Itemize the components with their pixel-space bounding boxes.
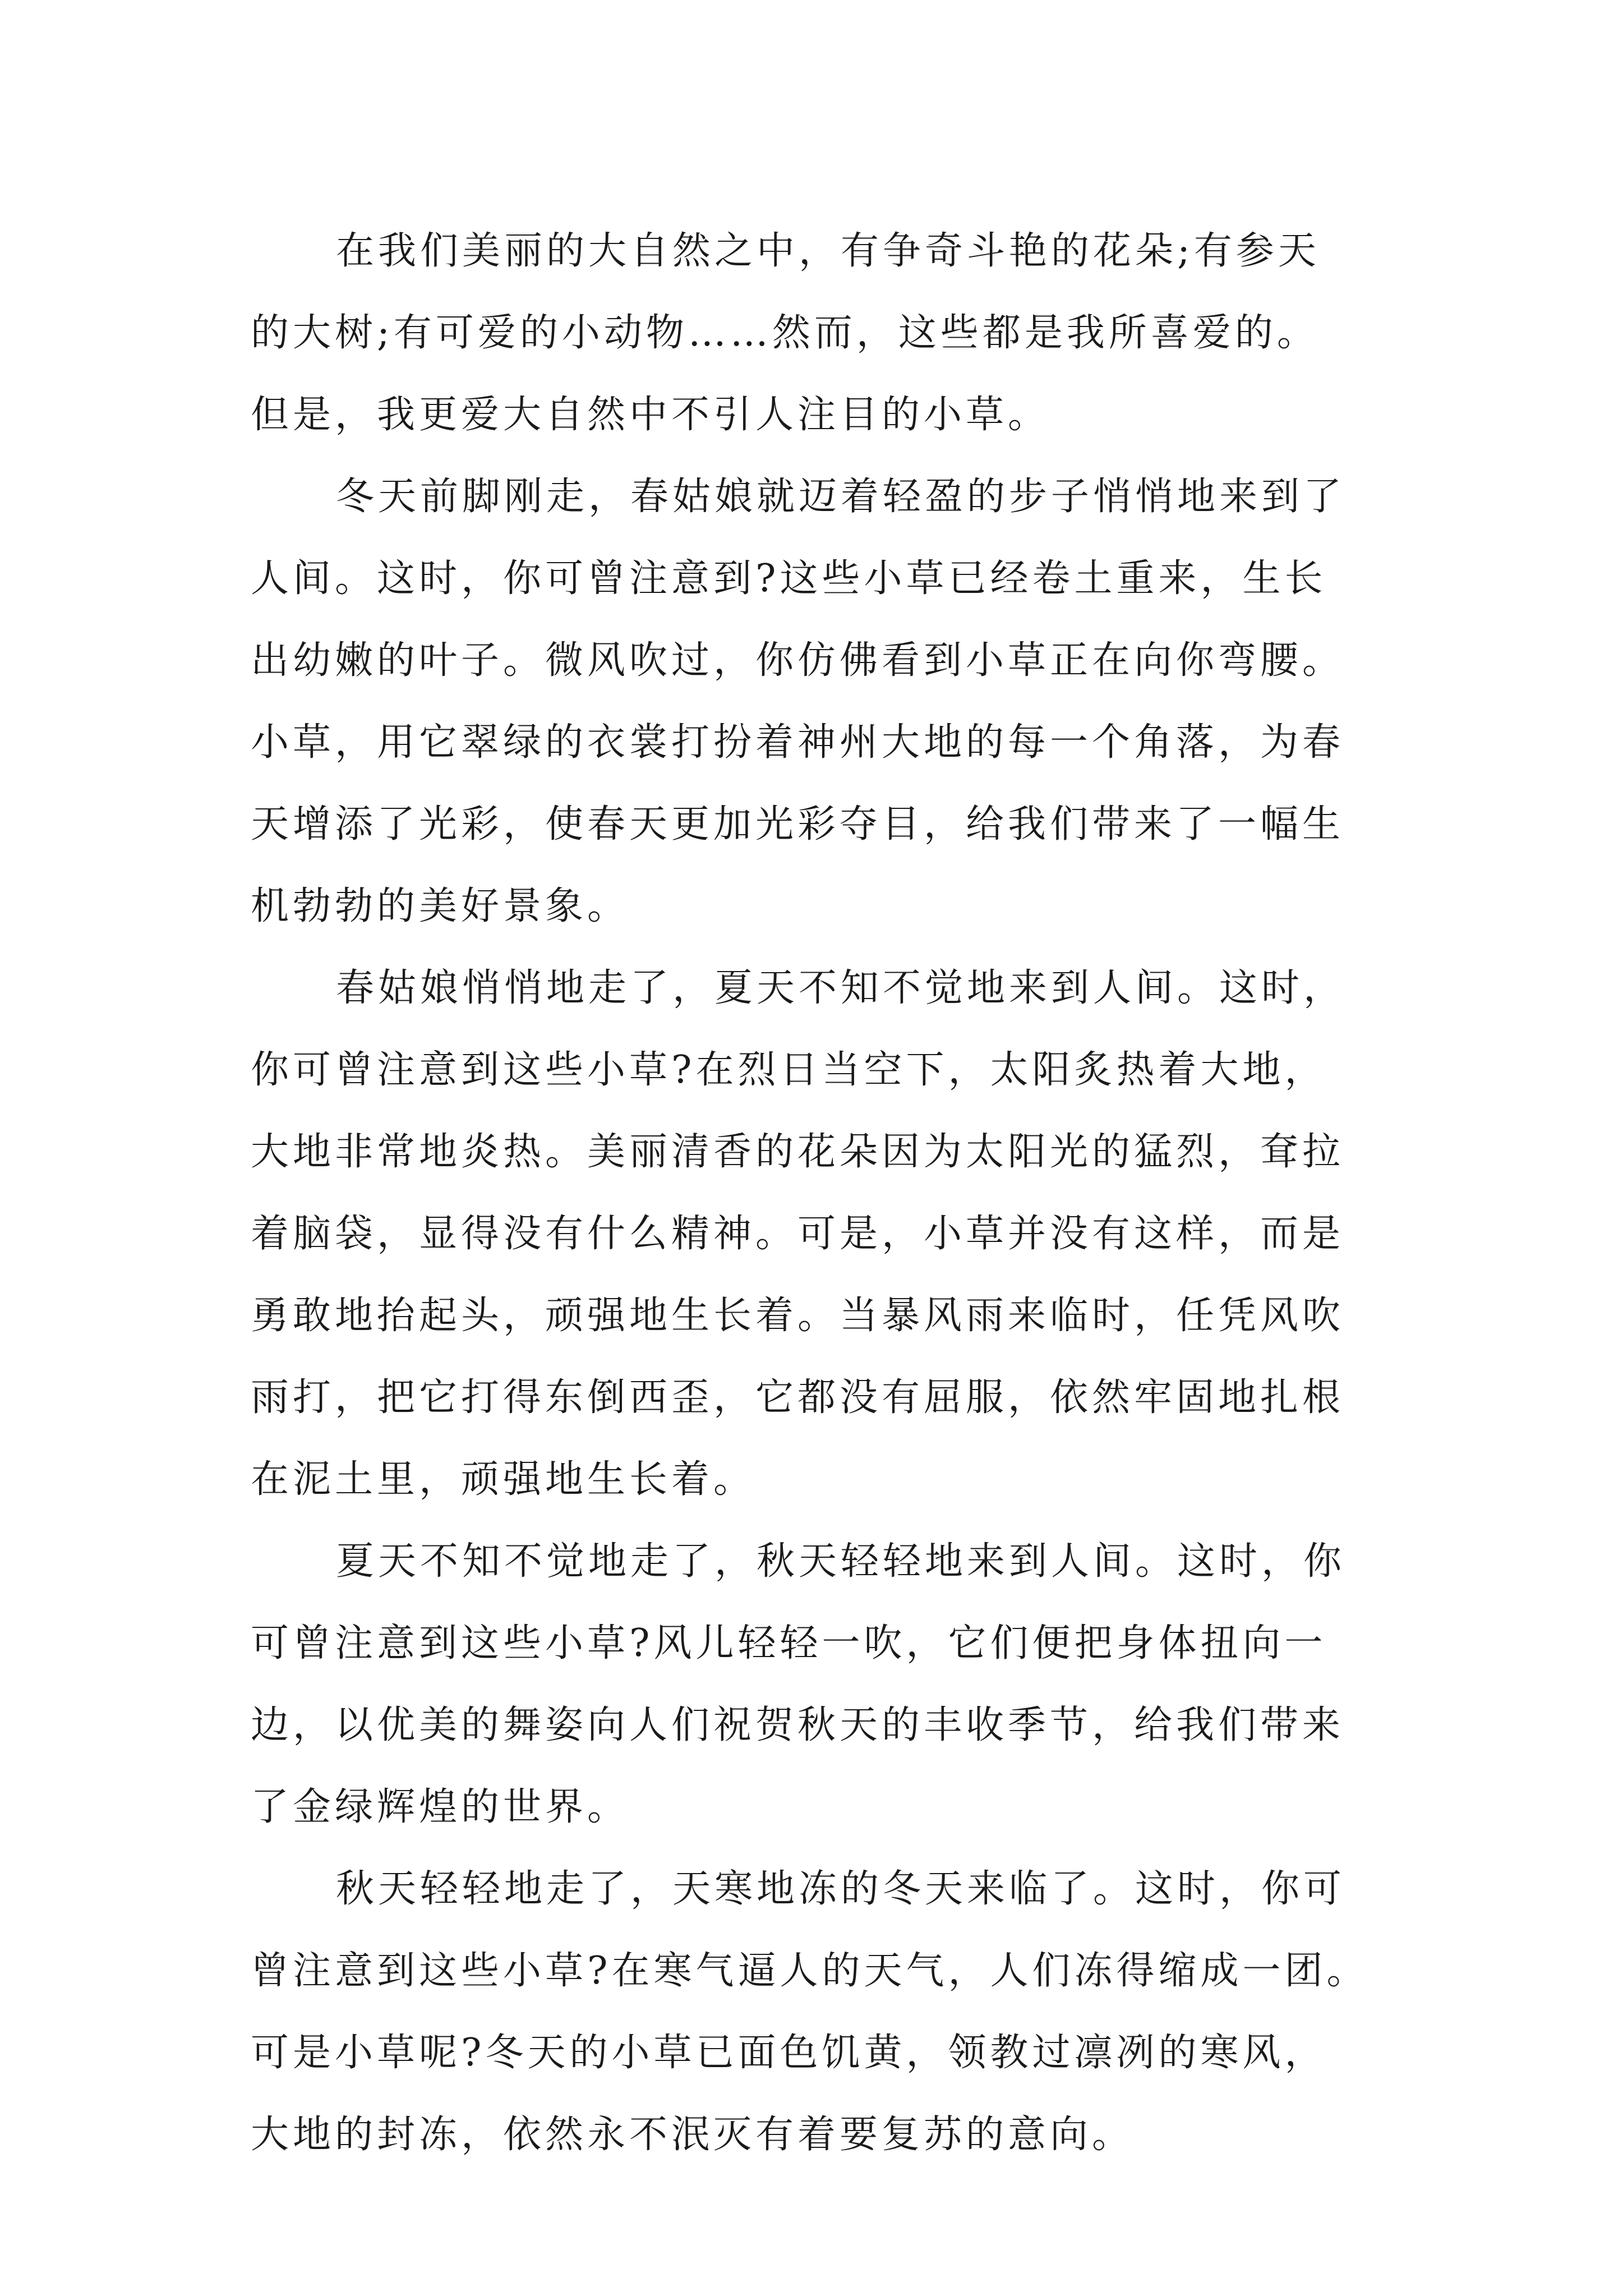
text-line: 夏天不知不觉地走了，秋天轻轻地来到人间。这时，你 — [336, 1539, 1346, 1584]
text-line: 曾注意到这些小草?在寒气逼人的天气，人们冻得缩成一团。 — [251, 1949, 1369, 1993]
text-line: 秋天轻轻地走了，天寒地冻的冬天来临了。这时，你可 — [336, 1867, 1346, 1911]
text-line: 在泥土里，顽强地生长着。 — [251, 1457, 756, 1502]
text-line: 但是，我更爱大自然中不引人注目的小草。 — [251, 393, 1050, 437]
text-line: 大地的封冻，依然永不泯灭有着要复苏的意向。 — [251, 2113, 1135, 2157]
text-line: 出幼嫩的叶子。微风吹过，你仿佛看到小草正在向你弯腰。 — [251, 638, 1345, 683]
text-line: 小草，用它翠绿的衣裳打扮着神州大地的每一个角落，为春 — [251, 720, 1345, 765]
text-line: 可曾注意到这些小草?风儿轻轻一吹，它们便把身体扭向一 — [251, 1621, 1327, 1665]
document-body — [251, 210, 1403, 2176]
text-line: 在我们美丽的大自然之中，有争奇斗艳的花朵;有参天 — [336, 229, 1320, 273]
text-line: 人间。这时，你可曾注意到?这些小草已经卷土重来，生长 — [251, 556, 1327, 601]
text-line: 边，以优美的舞姿向人们祝贺秋天的丰收季节，给我们带来 — [251, 1703, 1345, 1747]
text-line: 可是小草呢?冬天的小草已面色饥黄，领教过凛冽的寒风， — [251, 2031, 1327, 2075]
text-line: 冬天前脚刚走，春姑娘就迈着轻盈的步子悄悄地来到了 — [336, 475, 1346, 519]
text-line: 你可曾注意到这些小草?在烈日当空下，太阳炙热着大地， — [251, 1048, 1327, 1092]
text-line: 春姑娘悄悄地走了，夏天不知不觉地来到人间。这时， — [336, 966, 1346, 1010]
paragraph — [251, 1848, 1403, 2176]
text-line: 勇敢地抬起头，顽强地生长着。当暴风雨来临时，任凭风吹 — [251, 1294, 1345, 1338]
text-line: 雨打，把它打得东倒西歪，它都没有屈服，依然牢固地扎根 — [251, 1375, 1345, 1420]
text-line: 机勃勃的美好景象。 — [251, 884, 630, 928]
paragraph — [251, 210, 1403, 456]
paragraph — [251, 456, 1403, 947]
paragraph — [251, 1521, 1403, 1848]
paragraph — [251, 947, 1403, 1521]
text-line: 的大树;有可爱的小动物……然而，这些都是我所喜爱的。 — [251, 311, 1319, 355]
text-line: 了金绿辉煌的世界。 — [251, 1785, 630, 1829]
text-line: 天增添了光彩，使春天更加光彩夺目，给我们带来了一幅生 — [251, 802, 1345, 846]
text-line: 大地非常地炎热。美丽清香的花朵因为太阳光的猛烈，耷拉 — [251, 1130, 1345, 1174]
text-line: 着脑袋，显得没有什么精神。可是，小草并没有这样，而是 — [251, 1212, 1345, 1256]
